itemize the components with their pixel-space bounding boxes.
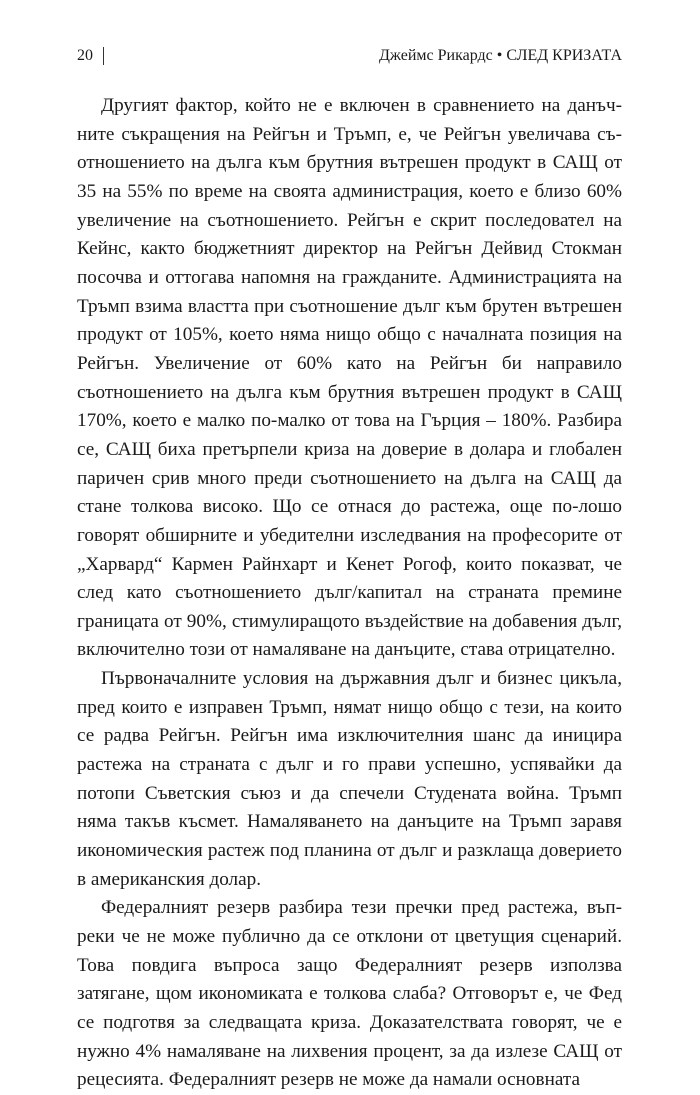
- body-text: [77, 92, 622, 1095]
- paragraph: Другият фактор, който не е включен в сравнението на данъчните съкращения на Рейгън и Тръмп, е, че Рейгън увеличава съотношението на дълга към брутния вътрешен продукт в САЩ от 35 на 55% по време на своята администрация, което е близо 60% увеличение на съотношението. Рейгън е скрит последовател на Кейнс, както бюджетният директор на Рейгън Дейвид Стокман посочва и оттогава напомня на гражданите. Администрацията на Тръмп взима властта при съотношение дълг към брутен вътрешен продукт от 105%, което няма нищо общо с началната позиция на Рейгън. Увеличение от 60% като на Рейгън би направило съотношението на дълга към брутния вътрешен продукт в САЩ 170%, което е малко по-малко от това на Гърция – 180%. Разбира се, САЩ биха претърпели криза на доверие в долара и глобален паричен срив много преди съотношението на дълга на САЩ да стане толкова високо. Що се отнася до растежа, още по-лошо говорят обширните и убедителни изследвания на професорите от „Харвард“ Кармен Райнхарт и Кенет Рогоф, които показват, че след като съотношението дълг/капитал на страната премине границата от 90%, стимулиращото въздействие на добавения дълг, включително този от намаляване на данъците, става отрицателно.: [77, 95, 622, 661]
- running-title: Джеймс Рикардс • СЛЕД КРИЗАТА: [378, 47, 622, 64]
- page-number: 20: [77, 47, 93, 64]
- page-header: [77, 44, 622, 68]
- header-divider: [103, 47, 104, 65]
- paragraph: Първоначалните условия на държавния дълг и бизнес цикъла, пред които е изправен Тръмп, нямат нищо общо с тези, на които се радва Рейгън. Рейгън има изключителния шанс да иницира растежа на страната с дълг и го прави успешно, успявайки да потопи Съветския съюз и да спечели Студената война. Тръмп няма такъв късмет. Намаляването на данъците на Тръмп заравя икономическия растеж под планина от дълг и разклаща доверието в американския долар.: [77, 668, 622, 890]
- paragraph: Федералният резерв разбира тези пречки пред растежа, въпреки че не може публично да се отклони от цветущия сценарий. Това повдига въпроса защо Федералният резерв използва затягане, щом икономиката е толкова слаба? Отговорът е, че Фед се подготвя за следващата криза. Доказателствата говорят, че е нужно 4% намаляване на лихвения процент, за да излезе САЩ от рецесията. Федералният резерв не може да намали основната: [77, 897, 622, 1091]
